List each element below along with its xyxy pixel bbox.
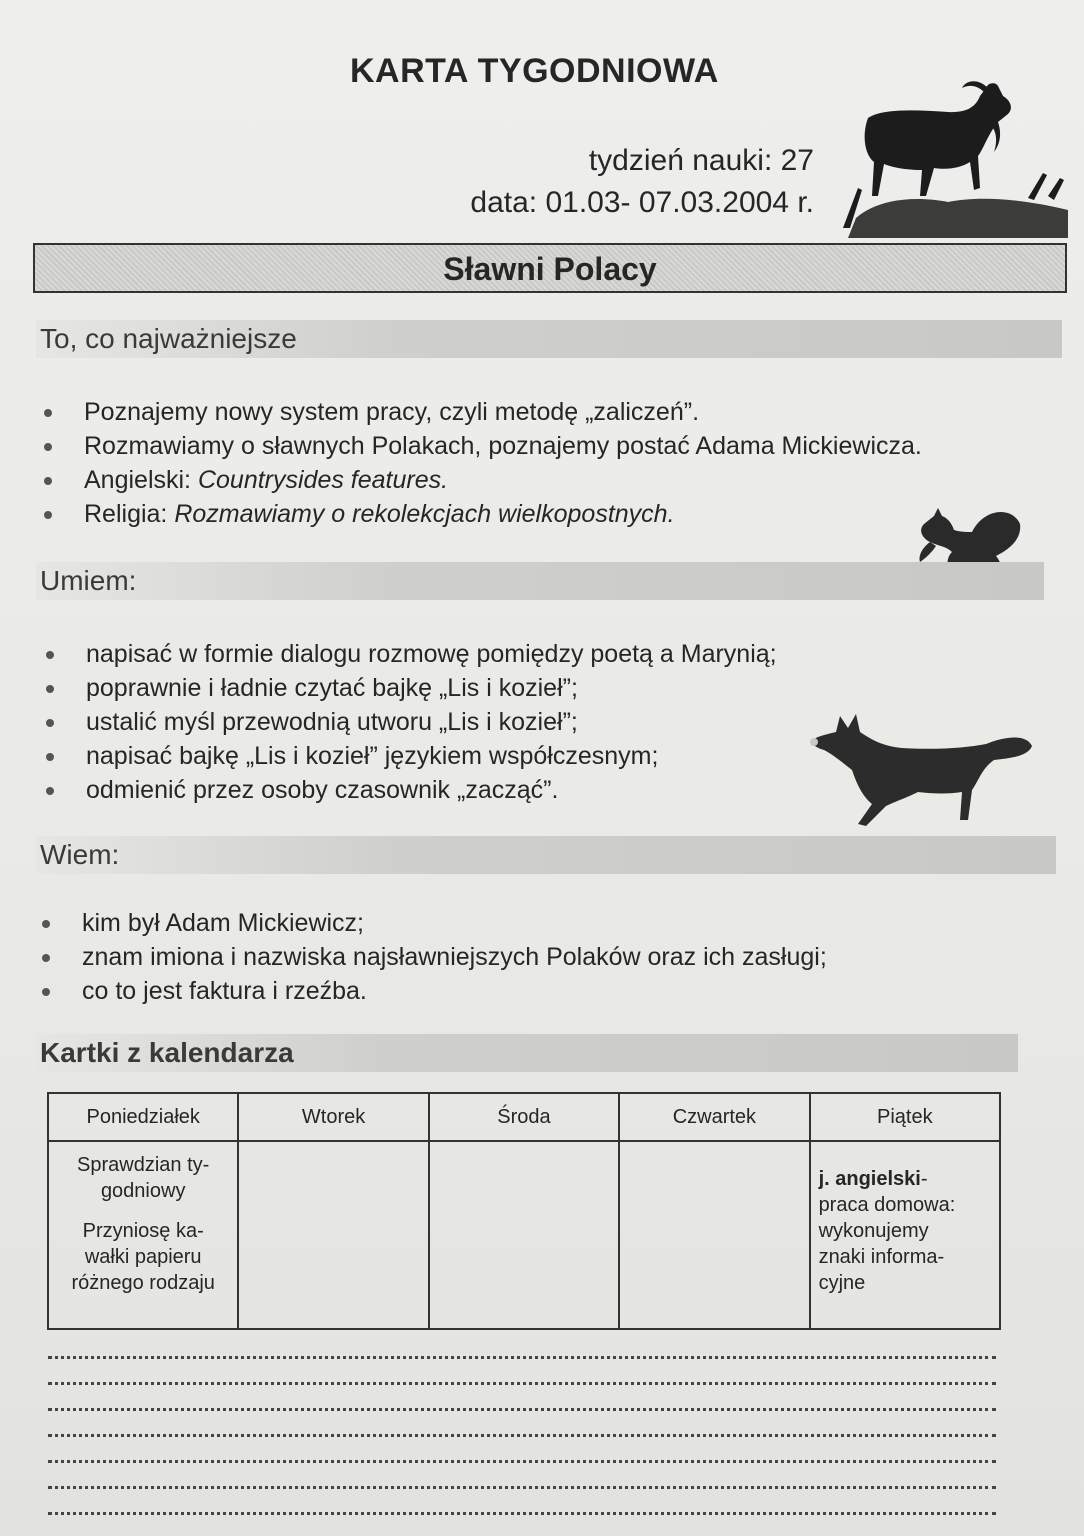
week-number: tydzień nauki: 27 <box>588 144 814 177</box>
note-line <box>48 1382 996 1385</box>
list-item: napisać w formie dialogu rozmowę pomiędzy poetą a Marynią; <box>42 637 777 671</box>
can-list <box>42 637 777 807</box>
friday-cell: j. angielski- praca domowa: wykonujemy znaki informa- cyjne <box>810 1141 1000 1329</box>
note-line <box>48 1356 996 1359</box>
list-item: odmienić przez osoby czasownik „zacząć”. <box>42 773 777 807</box>
day-friday: Piątek <box>810 1093 1000 1141</box>
note-line <box>48 1408 996 1411</box>
section-heading-calendar: Kartki z kalendarza <box>36 1034 1018 1072</box>
list-item: napisać bajkę „Lis i kozieł” językiem współczesnym; <box>42 739 777 773</box>
tuesday-cell <box>238 1141 428 1329</box>
note-line <box>48 1486 996 1489</box>
day-wednesday: Środa <box>429 1093 619 1141</box>
note-line <box>48 1460 996 1463</box>
section-heading-can: Umiem: <box>36 562 1044 600</box>
week-info <box>470 140 814 224</box>
day-tuesday: Wtorek <box>238 1093 428 1141</box>
day-monday: Poniedziałek <box>48 1093 238 1141</box>
list-item: kim był Adam Mickiewicz; <box>38 906 827 940</box>
note-line <box>48 1434 996 1437</box>
table-row <box>48 1141 1000 1329</box>
know-list <box>38 906 827 1008</box>
section-heading-know: Wiem: <box>36 836 1056 874</box>
fox-silhouette-icon <box>806 710 1034 828</box>
important-list <box>40 395 922 531</box>
wednesday-cell <box>429 1141 619 1329</box>
goat-silhouette-icon <box>838 78 1070 238</box>
monday-cell: Sprawdzian ty- godniowy Przyniosę ka- wałki papieru różnego rodzaju <box>48 1141 238 1329</box>
list-item: Poznajemy nowy system pracy, czyli metodę „zaliczeń”. <box>40 395 922 429</box>
page-title: KARTA TYGODNIOWA <box>350 52 719 90</box>
list-item: Angielski: Countrysides features. <box>40 463 922 497</box>
note-line <box>48 1512 996 1515</box>
thursday-cell <box>619 1141 809 1329</box>
day-thursday: Czwartek <box>619 1093 809 1141</box>
date-range: data: 01.03- 07.03.2004 r. <box>470 186 814 219</box>
topic-title: Sławni Polacy <box>33 243 1067 293</box>
table-row <box>48 1093 1000 1141</box>
list-item: ustalić myśl przewodnią utworu „Lis i kozieł”; <box>42 705 777 739</box>
list-item: Religia: Rozmawiamy o rekolekcjach wielkopostnych. <box>40 497 922 531</box>
list-item: znam imiona i nazwiska najsławniejszych Polaków oraz ich zasługi; <box>38 940 827 974</box>
list-item: co to jest faktura i rzeźba. <box>38 974 827 1008</box>
list-item: Rozmawiamy o sławnych Polakach, poznajemy postać Adama Mickiewicza. <box>40 429 922 463</box>
list-item: poprawnie i ładnie czytać bajkę „Lis i kozieł”; <box>42 671 777 705</box>
calendar-table <box>47 1092 1001 1330</box>
section-heading-important: To, co najważniejsze <box>36 320 1062 358</box>
